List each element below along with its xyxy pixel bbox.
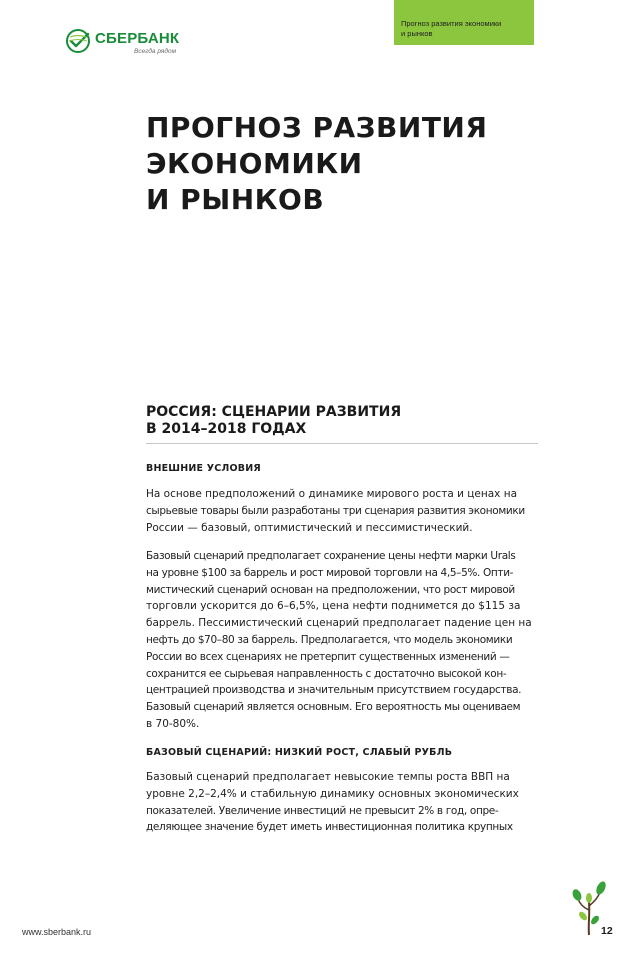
section-heading-line-2: В 2014–2018 ГОДАХ [146,421,307,437]
text-line: Базовый сценарий является основным. Его вероятность мы оцениваем [146,701,521,714]
text-line: деляющее значение будет иметь инвестиционная политика крупных [146,821,513,834]
sberbank-logo[interactable] [66,26,196,62]
text-line: На основе предположений о динамике мирового роста и ценах на [146,488,518,500]
text-line: уровне 2,2–2,4% и стабильную динамику основных экономических [146,787,519,800]
page-title-line-3: И РЫНКОВ [146,183,325,216]
text-line: мистический сценарий основан на предположении, что рост мировой [146,583,515,596]
text-line: Базовый сценарий предполагает сохранение цены нефти марки Urals [146,550,516,562]
subheading-base-scenario: БАЗОВЫЙ СЦЕНАРИЙ: НИЗКИЙ РОСТ, СЛАБЫЙ РУБЛЬ [146,747,453,758]
section-divider [146,443,538,444]
text-line: России во всех сценариях не претерпит существенных изменений — [146,650,510,663]
text-line: сырьевые товары были разработаны три сценария развития экономики [146,504,525,517]
text-line: баррель. Пессимистический сценарий предполагает падение цен на [146,617,532,630]
text-line: центрацией производства и значительным присутствием государства. [146,684,522,697]
text-line: сохранится ее сырьевая направленность с достаточно высокой кон- [146,667,507,680]
page-number: 12 [601,925,613,937]
text-line: в 70-80%. [146,717,200,730]
section-heading-line-1: РОССИЯ: СЦЕНАРИИ РАЗВИТИЯ [146,404,402,420]
sberbank-logo-icon [66,29,90,53]
paragraph-base-scenario [146,769,538,836]
header-tab-line-2: и рынков [401,29,433,38]
page-title-line-1: ПРОГНОЗ РАЗВИТИЯ [146,111,488,144]
page-title-line-2: ЭКОНОМИКИ [146,147,363,180]
text-line: России — базовый, оптимистический и пессимистический. [146,521,473,534]
page-title [146,110,487,218]
text-line: нефть до $70–80 за баррель. Предполагается, что модель экономики [146,633,513,646]
brand-slogan: Всегда рядом [134,48,177,55]
text-line: Базовый сценарий предполагает невысокие темпы роста ВВП на [146,771,510,783]
footer-website-link[interactable]: www.sberbank.ru [22,927,92,937]
text-line: показателей. Увеличение инвестиций не превысит 2% в год, опре- [146,804,499,817]
brand-name: СБЕРБАНК [95,30,180,47]
section-header-tab [394,0,534,45]
sprout-icon [572,880,606,936]
subheading-external-conditions: ВНЕШНИЕ УСЛОВИЯ [146,463,261,474]
paragraph-scenarios-intro [146,486,538,536]
text-line: на уровне $100 за баррель и рост мировой торговли на 4,5–5%. Опти- [146,566,514,579]
paragraph-scenarios-detail [146,548,538,733]
section-heading [146,404,401,438]
header-tab-line-1: Прогноз развития экономики [401,19,502,28]
text-line: торговли ускорится до 6–6,5%, цена нефти поднимется до $115 за [146,600,521,613]
